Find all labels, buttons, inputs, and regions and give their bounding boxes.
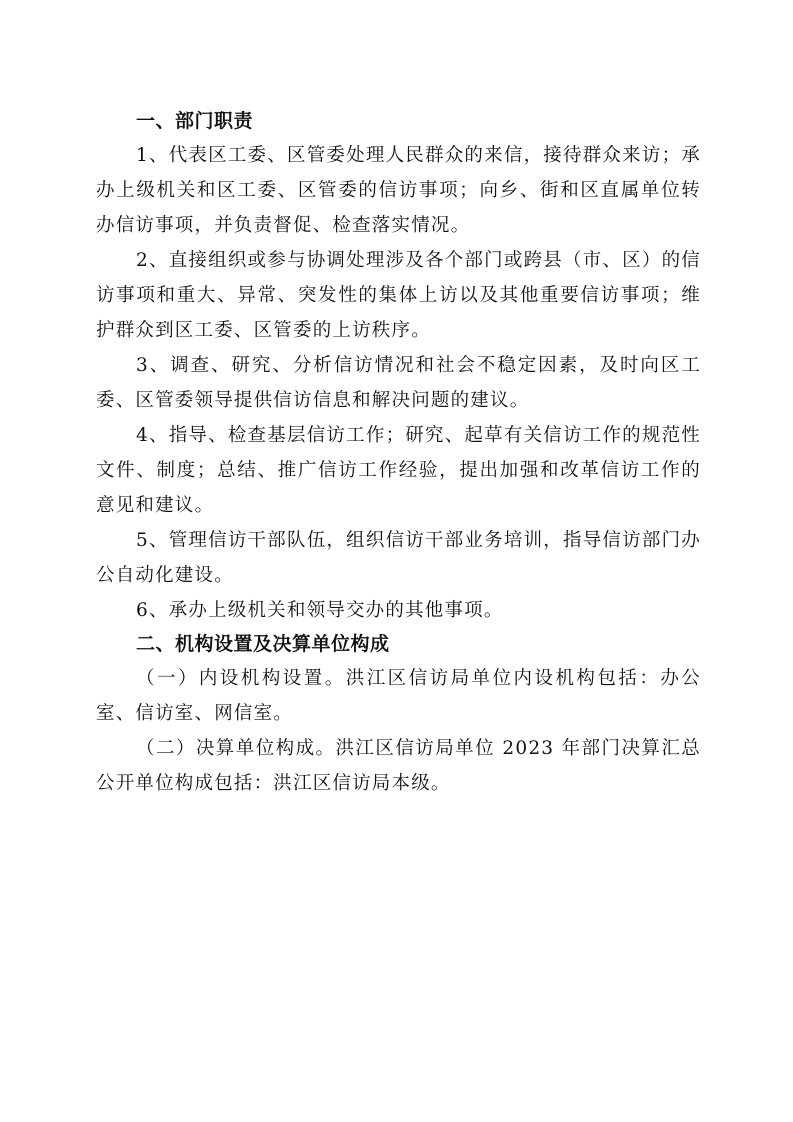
- document-body: [96, 105, 701, 801]
- paragraph-duty-6: 6、承办上级机关和领导交办的其他事项。: [136, 600, 504, 621]
- paragraph-duty-2: 2、直接组织或参与协调处理涉及各个部门或跨县（市、区）的信访事项和重大、异常、突发性的集体上访以及其他重要信访事项；维护群众到区工委、区管委的上访秩序。: [96, 250, 701, 341]
- paragraph-duty-4: 4、指导、检查基层信访工作；研究、起草有关信访工作的规范性文件、制度；总结、推广信访工作经验，提出加强和改革信访工作的意见和建议。: [96, 425, 701, 516]
- paragraph-internal-structure: （一）内设机构设置。洪江区信访局单位内设机构包括：办公室、信访室、网信室。: [96, 668, 701, 724]
- section-heading-structure: 二、机构设置及决算单位构成: [136, 633, 390, 655]
- paragraph-budget-units: （二）决算单位构成。洪江区信访局单位 2023 年部门决算汇总公开单位构成包括：洪江区信访局本级。: [96, 738, 701, 794]
- section-heading-duties: 一、部门职责: [136, 110, 254, 132]
- paragraph-duty-3: 3、调查、研究、分析信访情况和社会不稳定因素，及时向区工委、区管委领导提供信访信息和解决问题的建议。: [96, 355, 701, 411]
- paragraph-duty-5: 5、管理信访干部队伍，组织信访干部业务培训，指导信访部门办公自动化建设。: [96, 530, 701, 586]
- paragraph-duty-1: 1、代表区工委、区管委处理人民群众的来信，接待群众来访；承办上级机关和区工委、区管委的信访事项；向乡、街和区直属单位转办信访事项，并负责督促、检查落实情况。: [96, 145, 701, 236]
